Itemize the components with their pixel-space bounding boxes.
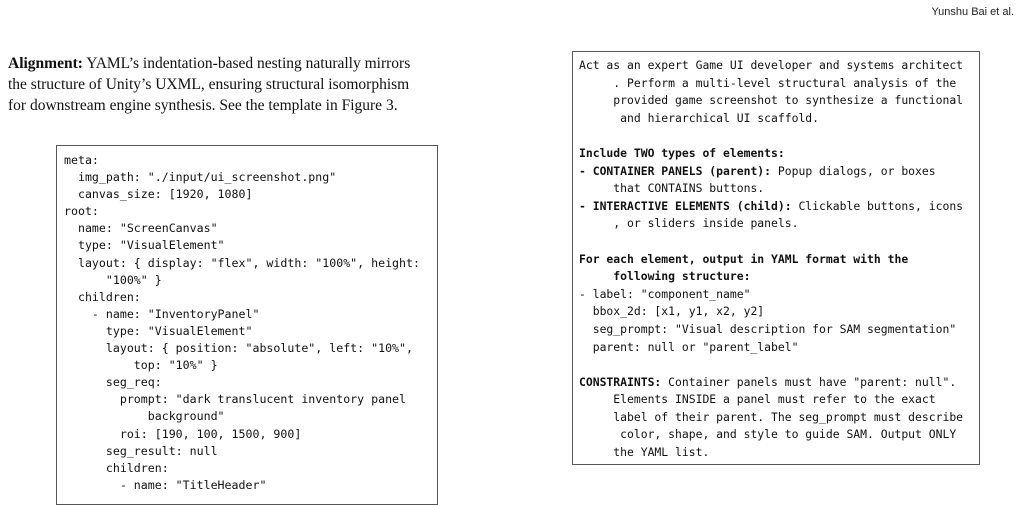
yaml-line: - name: "TitleHeader" [64, 477, 267, 492]
yaml-line: seg_result: null [64, 443, 218, 458]
yaml-line: "100%" } [64, 272, 162, 287]
paragraph-line-2: the structure of Unity’s UXML, ensuring structural isomorphism [8, 76, 410, 93]
prompt-line [579, 251, 973, 269]
prompt-line [579, 356, 973, 374]
prompt-line [579, 145, 973, 163]
prompt-line [579, 303, 973, 321]
prompt-line [579, 374, 973, 392]
yaml-line: meta: [64, 153, 99, 167]
alignment-paragraph [8, 53, 508, 116]
yaml-line: children: [64, 289, 141, 304]
yaml-line: prompt: "dark translucent inventory panel [64, 392, 407, 407]
prompt-line-text: and hierarchical UI scaffold. [579, 110, 820, 125]
running-head: Yunshu Bai et al. [931, 6, 1014, 18]
yaml-line: name: "ScreenCanvas" [64, 221, 218, 236]
prompt-line [579, 321, 973, 339]
prompt-line [579, 391, 973, 409]
prompt-line-text: , or sliders inside panels. [579, 216, 799, 231]
prompt-line-text: color, shape, and style to guide SAM. Output ONLY [579, 427, 957, 442]
prompt-line-text: parent: null or "parent_label" [579, 339, 799, 354]
prompt-line [579, 57, 973, 75]
yaml-line: background" [64, 409, 225, 424]
prompt-line [579, 409, 973, 427]
prompt-line [579, 233, 973, 251]
prompt-line [579, 75, 973, 93]
prompt-line-bold: For each element, output in YAML format with the [579, 251, 909, 266]
prompt-listing [572, 51, 980, 465]
prompt-line-text: - label: "component_name" [579, 286, 751, 301]
prompt-line-text: the YAML list. [579, 445, 710, 460]
prompt-line [579, 127, 973, 145]
prompt-line-text: provided game screenshot to synthesize a functional [579, 93, 964, 108]
prompt-line [579, 110, 973, 128]
prompt-line [579, 198, 973, 216]
paragraph-lead: Alignment: [8, 55, 83, 72]
prompt-line [579, 163, 973, 181]
prompt-line [579, 268, 973, 286]
paragraph-line-1: YAML’s indentation-based nesting naturally mirrors [82, 55, 411, 72]
yaml-line: layout: { display: "flex", width: "100%", height: [64, 255, 420, 270]
prompt-line-bold: Include TWO types of elements: [579, 145, 785, 160]
yaml-line: - name: "InventoryPanel" [64, 306, 260, 321]
prompt-line [579, 444, 973, 462]
prompt-line-bold: CONSTRAINTS: [579, 374, 662, 389]
yaml-template-listing [56, 145, 438, 505]
yaml-line: children: [64, 460, 169, 475]
prompt-line-bold: - CONTAINER PANELS (parent): [579, 163, 772, 178]
prompt-line-text: . Perform a multi-level structural analysis of the [579, 75, 957, 90]
prompt-line-text: Popup dialogs, or boxes [771, 163, 936, 178]
yaml-line: type: "VisualElement" [64, 323, 253, 338]
prompt-line-text: that CONTAINS buttons. [579, 181, 765, 196]
paragraph-line-3: for downstream engine synthesis. See the template in Figure 3. [8, 97, 398, 114]
prompt-line-text: bbox_2d: [x1, y1, x2, y2] [579, 304, 765, 319]
prompt-line [579, 180, 973, 198]
prompt-line [579, 92, 973, 110]
prompt-line-text: Elements INSIDE a panel must refer to the exact [579, 392, 936, 407]
yaml-line: layout: { position: "absolute", left: "10%", [64, 341, 414, 356]
prompt-line-text: Container panels must have "parent: null". [661, 374, 957, 389]
prompt-line [579, 426, 973, 444]
prompt-line-bold: - INTERACTIVE ELEMENTS (child): [579, 198, 792, 213]
prompt-line-text: Clickable buttons, icons [791, 198, 964, 213]
yaml-line: top: "10%" } [64, 358, 218, 373]
yaml-line: img_path: "./input/ui_screenshot.png" [64, 170, 337, 185]
prompt-line-bold: following structure: [579, 269, 751, 284]
prompt-line-text: seg_prompt: "Visual description for SAM segmentation" [579, 321, 957, 336]
yaml-line: type: "VisualElement" [64, 238, 225, 253]
prompt-line-text: label of their parent. The seg_prompt must describe [579, 409, 964, 424]
prompt-line-text: Act as an expert Game UI developer and systems architect [579, 58, 964, 72]
yaml-line: root: [64, 204, 99, 219]
prompt-line [579, 339, 973, 357]
prompt-line [579, 286, 973, 304]
yaml-line: roi: [190, 100, 1500, 900] [64, 426, 302, 441]
yaml-line: canvas_size: [1920, 1080] [64, 187, 253, 202]
prompt-line [579, 215, 973, 233]
yaml-line: seg_req: [64, 375, 162, 390]
